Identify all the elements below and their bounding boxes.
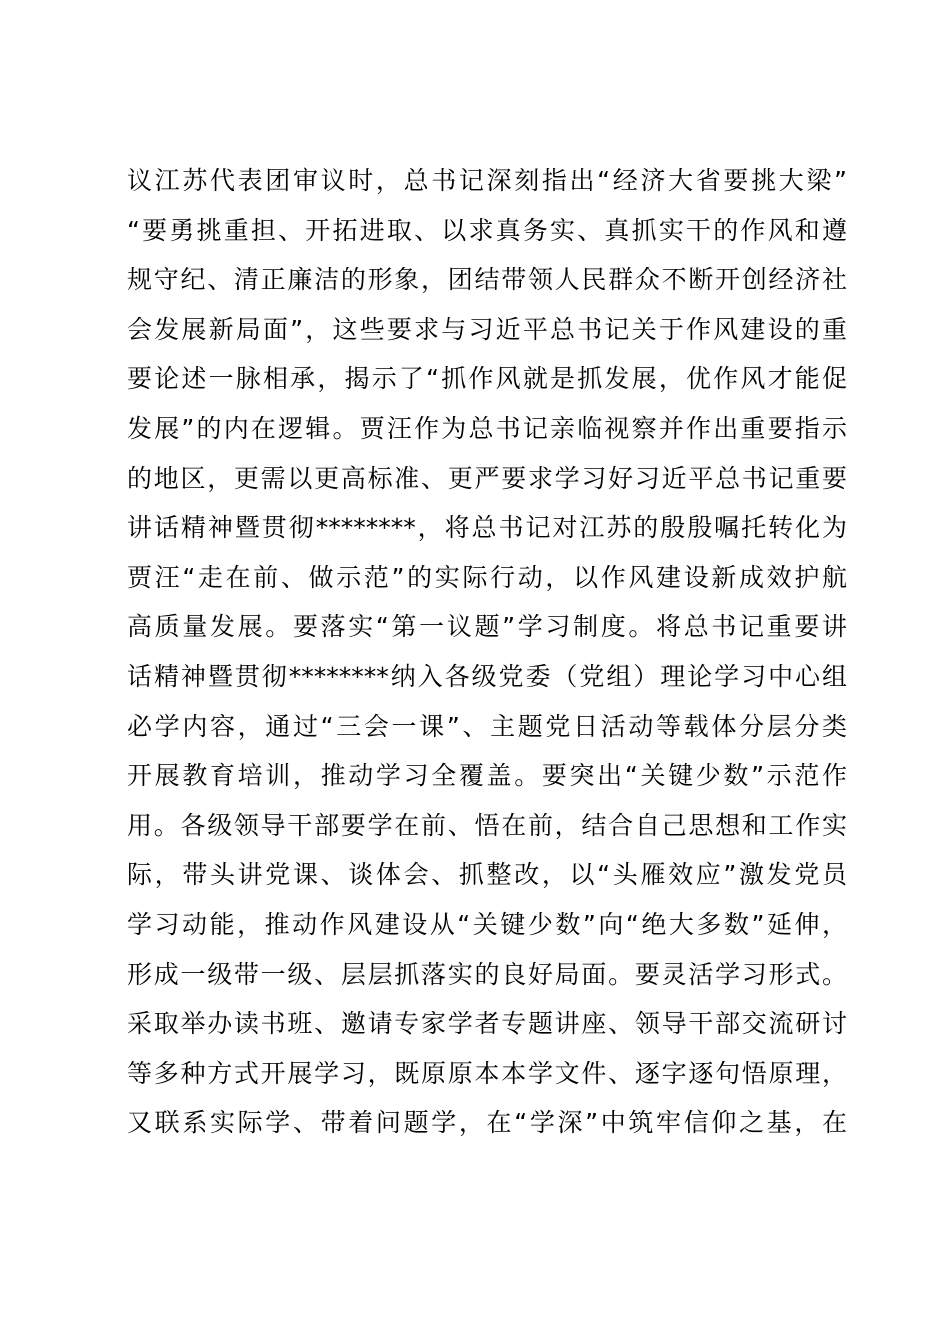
text-line: 议江苏代表团审议时，总书记深刻指出“经济大省要挑大梁” [127,166,847,195]
text-line: 要论述一脉相承，揭示了“抓作风就是抓发展，优作风才能促 [127,364,847,394]
text-line: 开展教育培训，推动学习全覆盖。要突出“关键少数”示范作 [127,761,847,791]
text-line: 话精神暨贯彻********纳入各级党委（党组）理论学习中心组 [127,661,847,691]
text-line: 规守纪、清正廉洁的形象，团结带领人民群众不断开创经济社 [127,265,847,295]
text-line: 发展”的内在逻辑。贾汪作为总书记亲临视察并作出重要指示 [127,413,847,443]
text-line: 用。各级领导干部要学在前、悟在前，结合自己思想和工作实 [127,810,847,840]
text-line: 的地区，更需以更高标准、更严要求学习好习近平总书记重要 [127,463,847,493]
text-line: 采取举办读书班、邀请专家学者专题讲座、领导干部交流研讨 [127,1009,847,1039]
text-line: 学习动能，推动作风建设从“关键少数”向“绝大多数”延伸， [127,909,847,939]
text-line: 际，带头讲党课、谈体会、抓整改，以“头雁效应”激发党员 [127,860,847,890]
text-line: 讲话精神暨贯彻********，将总书记对江苏的殷殷嘱托转化为 [127,513,847,543]
text-line: 等多种方式开展学习，既原原本本学文件、逐字逐句悟原理， [127,1058,847,1088]
text-line: 形成一级带一级、层层抓落实的良好局面。要灵活学习形式。 [127,959,847,989]
text-line: 又联系实际学、带着问题学，在“学深”中筑牢信仰之基，在 [127,1108,847,1138]
text-line: “要勇挑重担、开拓进取、以求真务实、真抓实干的作风和遵 [127,215,847,245]
body-paragraph [127,156,847,1148]
text-line: 必学内容，通过“三会一课”、主题党日活动等载体分层分类 [127,711,847,741]
text-line: 贾汪“走在前、做示范”的实际行动，以作风建设新成效护航 [127,562,847,592]
text-line: 会发展新局面”，这些要求与习近平总书记关于作风建设的重 [127,314,847,344]
text-line: 高质量发展。要落实“第一议题”学习制度。将总书记重要讲 [127,612,847,642]
